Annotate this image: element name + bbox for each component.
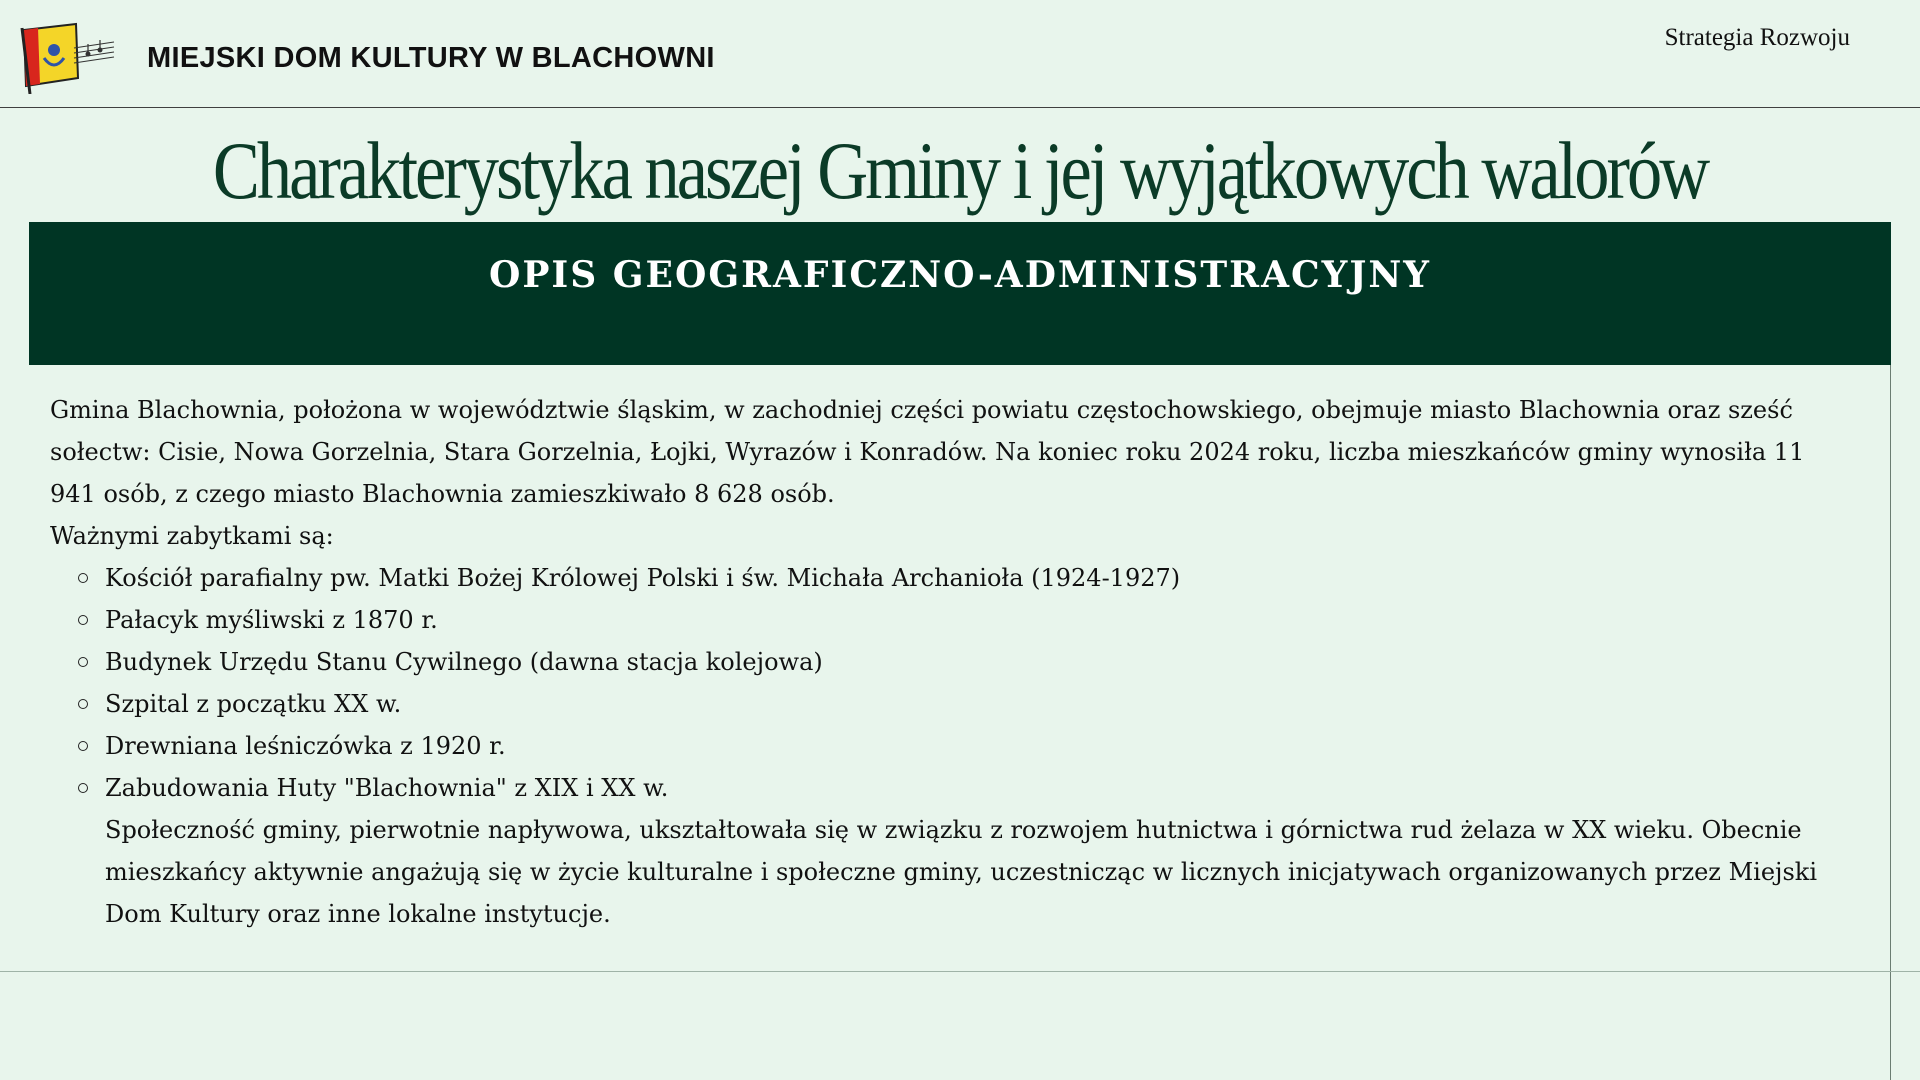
section-title: OPIS GEOGRAFICZNO-ADMINISTRACYJNY xyxy=(488,254,1431,296)
org-name: MIEJSKI DOM KULTURY W BLACHOWNI xyxy=(147,42,715,74)
content-body xyxy=(50,389,1850,935)
logo-flag-icon xyxy=(16,20,118,94)
monuments-heading: Ważnymi zabytkami są: xyxy=(50,522,334,550)
horizontal-divider xyxy=(0,971,1920,972)
section-banner xyxy=(29,222,1891,365)
list-item: Kościół parafialny pw. Matki Bożej Królowej Polski i św. Michała Archanioła (1924-1927) xyxy=(105,557,1850,599)
intro-paragraph: Gmina Blachownia, położona w województwie śląskim, w zachodniej części powiatu częstochowskiego, obejmuje miasto Blachownia oraz sześć sołectw: Cisie, Nowa Gorzelnia, Stara Gorzelnia, Łojki, Wyrazów i Konradów. Na koniec roku 2024 roku, liczba mieszkańców gminy wynosiła 11 941 osób, z czego miasto Blachownia zamieszkiwało 8 628 osób. xyxy=(50,396,1805,508)
list-item: Zabudowania Huty "Blachownia" z XIX i XX w. xyxy=(105,767,1850,809)
list-item: Budynek Urzędu Stanu Cywilnego (dawna stacja kolejowa) xyxy=(105,641,1850,683)
vertical-divider xyxy=(1890,365,1891,1080)
page-title: Charakterystyka naszej Gminy i jej wyjątkowych walorów xyxy=(212,125,1708,216)
list-item: Drewniana leśniczówka z 1920 r. xyxy=(105,725,1850,767)
monuments-list xyxy=(50,557,1850,809)
header-strategy-label: Strategia Rozwoju xyxy=(1664,24,1850,51)
list-item: Pałacyk myśliwski z 1870 r. xyxy=(105,599,1850,641)
closing-paragraph: Społeczność gminy, pierwotnie napływowa, ukształtowała się w związku z rozwojem hutnictwa i górnictwa rud żelaza w XX wieku. Obecnie mieszkańcy aktywnie angażują się w życie kulturalne i społeczne gminy, uczestnicząc w licznych inicjatywach organizowanych przez Miejski Dom Kultury oraz inne lokalne instytucje. xyxy=(105,816,1818,928)
list-item: Szpital z początku XX w. xyxy=(105,683,1850,725)
header xyxy=(0,0,1920,108)
